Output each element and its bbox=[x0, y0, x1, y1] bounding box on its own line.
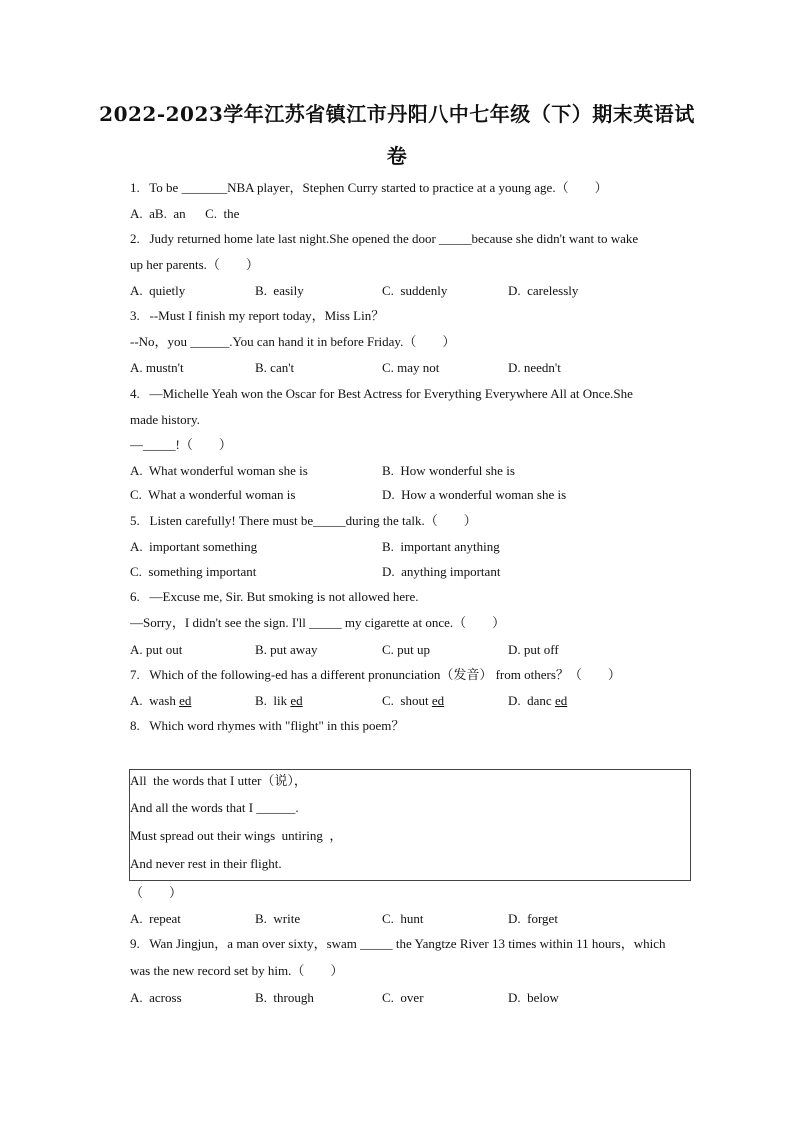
question-3-cont: --No，you ______.You can hand it in before Friday.（ ） bbox=[130, 334, 456, 349]
question-5: 5. Listen carefully! There must be_____during the talk.（ ） bbox=[130, 513, 477, 528]
poem-line: Must spread out their wings untiring ， bbox=[130, 828, 343, 843]
option-c: C. hunt bbox=[382, 911, 424, 926]
poem-line: And never rest in their flight. bbox=[130, 856, 282, 871]
option-a: A. repeat bbox=[130, 911, 181, 926]
option-b: B. through bbox=[255, 990, 314, 1005]
poem-line: And all the words that I ______. bbox=[130, 800, 299, 815]
option-b-stem: B. lik bbox=[255, 693, 291, 708]
option-b: B. important anything bbox=[382, 539, 500, 554]
option-c: C. What a wonderful woman is bbox=[130, 487, 296, 502]
option-a: A. put out bbox=[130, 642, 183, 657]
option-c-stem: C. shout bbox=[382, 693, 432, 708]
question-9: 9. Wan Jingjun，a man over sixty，swam _____ the Yangtze River 13 times within 11 hours，which bbox=[130, 936, 666, 951]
question-1: 1. To be _______NBA player，Stephen Curry started to practice at a young age.（ ） bbox=[130, 180, 608, 195]
option-b-suffix: ed bbox=[290, 693, 303, 708]
option-a-suffix: ed bbox=[179, 693, 192, 708]
option-a bbox=[130, 693, 191, 709]
option-d-stem: D. danc bbox=[508, 693, 555, 708]
option-c: C. may not bbox=[382, 360, 440, 375]
option-d: D. How a wonderful woman she is bbox=[382, 487, 567, 502]
option-b bbox=[255, 693, 303, 709]
page-title-continued: 卷 bbox=[386, 144, 408, 168]
question-3: 3. --Must I finish my report today，Miss Lin？ bbox=[130, 308, 385, 323]
question-1-options: A. aB. an C. the bbox=[130, 206, 240, 221]
option-d: D. forget bbox=[508, 911, 558, 926]
option-d: D. needn't bbox=[508, 360, 561, 375]
option-d: D. carelessly bbox=[508, 283, 579, 298]
option-b: B. can't bbox=[255, 360, 295, 375]
question-9-cont: was the new record set by him.（ ） bbox=[130, 963, 344, 978]
question-7: 7. Which of the following-ed has a different pronunciation（发音） from others？（ ） bbox=[130, 667, 621, 682]
option-c: C. something important bbox=[130, 564, 257, 579]
question-8: 8. Which word rhymes with "flight" in this poem？ bbox=[130, 718, 405, 733]
option-c bbox=[382, 693, 444, 709]
option-d-suffix: ed bbox=[554, 693, 568, 708]
option-a-stem: A. wash bbox=[130, 693, 180, 708]
option-d: D. below bbox=[508, 990, 559, 1005]
option-a: A. important something bbox=[130, 539, 258, 554]
poem-line: All the words that I utter（说）， bbox=[130, 773, 307, 788]
question-2-cont: up her parents.（ ） bbox=[130, 257, 259, 272]
option-d bbox=[508, 693, 567, 709]
question-6: 6. —Excuse me, Sir. But smoking is not allowed here. bbox=[130, 589, 419, 604]
question-2: 2. Judy returned home late last night.She opened the door _____because she didn't want to wake bbox=[130, 231, 639, 246]
question-4-reply: —_____!（ ） bbox=[130, 437, 232, 452]
option-c: C. put up bbox=[382, 642, 431, 657]
answer-paren: （ ） bbox=[130, 885, 183, 900]
option-b: B. How wonderful she is bbox=[382, 463, 515, 478]
option-a: A. quietly bbox=[130, 283, 186, 298]
option-d: D. anything important bbox=[382, 564, 501, 579]
question-4-cont: made history. bbox=[130, 412, 200, 427]
option-c: C. suddenly bbox=[382, 283, 448, 298]
option-b: B. write bbox=[255, 911, 301, 926]
question-4: 4. —Michelle Yeah won the Oscar for Best Actress for Everything Everywhere All at Once.She bbox=[130, 386, 633, 401]
option-b: B. easily bbox=[255, 283, 304, 298]
page-title: 2022-2023学年江苏省镇江市丹阳八中七年级（下）期末英语试 bbox=[99, 102, 695, 126]
question-6-cont: —Sorry，I didn't see the sign. I'll _____ my cigarette at once.（ ） bbox=[130, 615, 506, 630]
option-c: C. over bbox=[382, 990, 424, 1005]
option-c-suffix: ed bbox=[431, 693, 445, 708]
option-a: A. What wonderful woman she is bbox=[130, 463, 308, 478]
option-a: A. mustn't bbox=[130, 360, 184, 375]
option-b: B. put away bbox=[255, 642, 318, 657]
option-a: A. across bbox=[130, 990, 182, 1005]
option-d: D. put off bbox=[508, 642, 559, 657]
